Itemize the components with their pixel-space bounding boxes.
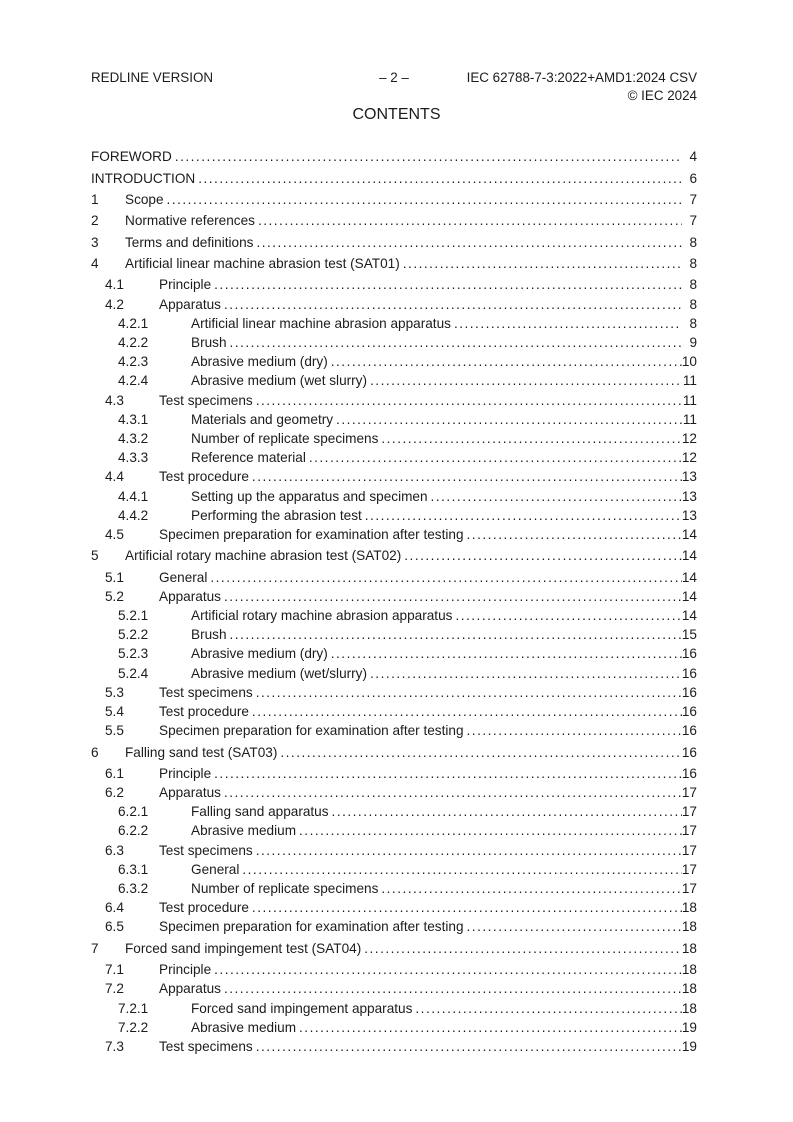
toc-entry-number: 5.2 <box>105 588 124 604</box>
toc-entry-page: 8 <box>689 234 697 250</box>
toc-dot-leader <box>364 939 682 958</box>
toc-entry-page: 16 <box>681 684 697 700</box>
toc-entry-number: 7.3 <box>105 1038 124 1054</box>
toc-entry[interactable] <box>91 487 697 506</box>
toc-entry-number: 7.1 <box>105 962 124 978</box>
toc-entry-page: 18 <box>681 981 697 997</box>
toc-entry-page: 16 <box>681 765 697 781</box>
toc-dot-leader <box>214 275 682 294</box>
toc-entry-label: FOREWORD <box>91 149 172 165</box>
toc-entry[interactable] <box>91 939 697 958</box>
toc-entry[interactable] <box>91 506 697 525</box>
toc-dot-leader <box>252 898 682 917</box>
toc-entry-number: 7.2 <box>105 981 124 997</box>
toc-entry[interactable] <box>91 764 697 783</box>
toc-entry-label: Brush <box>191 335 227 350</box>
toc-entry-label: Artificial rotary machine abrasion test (SAT02) <box>125 548 402 564</box>
toc-entry-number: 4.2.1 <box>118 315 149 331</box>
toc-entry-label: Principle <box>159 962 212 978</box>
toc-entry-page: 19 <box>681 1019 697 1035</box>
toc-entry-label: General <box>159 569 208 585</box>
header-page-number: – 2 – <box>379 70 409 85</box>
toc-entry-number: 6.3.2 <box>118 881 149 896</box>
toc-entry-number: 4.3.2 <box>118 430 149 446</box>
toc-entry-page: 13 <box>681 507 697 523</box>
toc-entry[interactable] <box>91 802 697 821</box>
toc-dot-leader <box>467 917 682 936</box>
toc-entry[interactable] <box>91 683 697 702</box>
toc-entry-label: Terms and definitions <box>125 234 254 250</box>
toc-entry-label: Test specimens <box>159 392 253 408</box>
toc-dot-leader <box>415 999 681 1018</box>
toc-entry[interactable] <box>91 898 697 917</box>
toc-entry-label: Test specimens <box>159 684 253 700</box>
toc-entry-label: Scope <box>125 191 164 207</box>
toc-entry[interactable] <box>91 664 697 683</box>
toc-entry-page: 8 <box>689 315 697 331</box>
toc-entry-page: 17 <box>681 861 697 877</box>
toc-entry-number: 4 <box>91 256 99 272</box>
toc-dot-leader <box>256 233 682 252</box>
toc-entry[interactable] <box>91 743 697 762</box>
toc-entry[interactable] <box>91 606 697 625</box>
toc-dot-leader <box>331 644 682 663</box>
toc-entry-number: 7.2.1 <box>118 1000 149 1016</box>
toc-entry-number: 4.2.4 <box>118 373 149 389</box>
toc-entry-label: Artificial linear machine abrasion test (SAT01) <box>125 256 400 272</box>
toc-entry-number: 6.1 <box>105 765 124 781</box>
toc-entry-number: 6.3 <box>105 842 124 858</box>
toc-entry-number: 4.4.2 <box>118 507 149 523</box>
toc-entry-label: Principle <box>159 765 212 781</box>
toc-dot-leader <box>230 625 682 644</box>
toc-entry[interactable] <box>91 410 697 429</box>
toc-dot-leader <box>256 683 682 702</box>
toc-entry-page: 8 <box>689 296 697 312</box>
toc-dot-leader <box>252 467 682 486</box>
toc-entry[interactable] <box>91 371 697 390</box>
toc-entry-number: 5.2.3 <box>118 646 149 662</box>
toc-dot-leader <box>299 821 682 840</box>
toc-entry-label: Abrasive medium (wet slurry) <box>191 373 368 389</box>
toc-entry-page: 18 <box>681 900 697 916</box>
toc-entry-page: 11 <box>682 373 697 389</box>
toc-entry-label: Brush <box>191 627 227 643</box>
toc-entry-number: 4.4 <box>105 469 124 485</box>
toc-dot-leader <box>224 783 682 802</box>
toc-entry-number: 7 <box>91 940 99 956</box>
toc-entry[interactable] <box>91 295 697 314</box>
toc-dot-leader <box>467 721 682 740</box>
toc-entry-label: Number of replicate specimens <box>191 881 379 896</box>
toc-entry-label: Test procedure <box>159 469 249 485</box>
toc-dot-leader <box>299 1018 682 1037</box>
toc-entry[interactable] <box>91 233 697 252</box>
toc-entry[interactable] <box>91 841 697 860</box>
toc-entry[interactable] <box>91 429 697 448</box>
toc-entry-page: 17 <box>681 823 697 839</box>
toc-dot-leader <box>336 410 682 429</box>
toc-dot-leader <box>242 860 682 879</box>
toc-entry-number: 4.2.2 <box>118 335 149 350</box>
toc-entry[interactable] <box>91 467 697 486</box>
toc-entry-number: 2 <box>91 213 99 229</box>
toc-dot-leader <box>381 429 682 448</box>
toc-entry-number: 6 <box>91 744 99 760</box>
header-standard-id: IEC 62788-7-3:2022+AMD1:2024 CSV <box>466 70 697 85</box>
toc-entry-page: 8 <box>689 277 697 293</box>
toc-entry[interactable] <box>91 821 697 840</box>
toc-entry-page: 10 <box>681 354 697 370</box>
toc-entry-page: 12 <box>681 430 697 446</box>
toc-entry-page: 14 <box>681 608 697 623</box>
toc-entry[interactable] <box>91 333 697 352</box>
toc-entry[interactable] <box>91 568 697 587</box>
toc-entry-page: 16 <box>681 665 697 681</box>
toc-entry-number: 4.2.3 <box>118 354 149 370</box>
toc-dot-leader <box>175 147 682 166</box>
toc-dot-leader <box>454 314 682 333</box>
toc-entry[interactable] <box>91 879 697 898</box>
toc-dot-leader <box>230 333 682 352</box>
toc-entry-page: 8 <box>689 256 697 272</box>
toc-entry-label: Apparatus <box>159 981 221 997</box>
toc-entry-label: Normative references <box>125 213 255 229</box>
toc-entry[interactable] <box>91 254 697 273</box>
toc-dot-leader <box>365 506 682 525</box>
toc-dot-leader <box>280 743 682 762</box>
toc-entry[interactable] <box>91 546 697 565</box>
toc-entry[interactable] <box>91 1018 697 1037</box>
toc-entry-page: 7 <box>689 191 697 207</box>
toc-entry-number: 6.5 <box>105 919 124 935</box>
toc-dot-leader <box>258 211 682 230</box>
toc-dot-leader <box>256 841 682 860</box>
toc-entry-label: Artificial linear machine abrasion apparatus <box>191 315 451 331</box>
toc-entry-page: 17 <box>681 881 697 896</box>
toc-entry[interactable] <box>91 979 697 998</box>
toc-dot-leader <box>214 960 682 979</box>
toc-entry-number: 4.3.3 <box>118 450 149 466</box>
toc-entry-number: 4.2 <box>105 296 124 312</box>
toc-entry-page: 4 <box>689 149 697 165</box>
toc-entry[interactable] <box>91 275 697 294</box>
toc-entry-page: 16 <box>681 723 697 739</box>
toc-entry-label: Principle <box>159 277 212 293</box>
toc-entry-number: 5.1 <box>105 569 124 585</box>
toc-entry-page: 18 <box>681 1000 697 1016</box>
toc-entry-label: Abrasive medium (wet/slurry) <box>191 665 368 681</box>
toc-dot-leader <box>381 879 682 898</box>
toc-entry-label: Performing the abrasion test <box>191 507 362 523</box>
toc-entry-label: Falling sand test (SAT03) <box>125 744 278 760</box>
toc-list <box>91 145 697 1056</box>
toc-entry-number: 5.5 <box>105 723 124 739</box>
toc-entry-page: 6 <box>689 170 697 186</box>
toc-dot-leader <box>403 254 682 273</box>
toc-entry-page: 18 <box>681 940 697 956</box>
header-standard-reference <box>467 69 697 105</box>
toc-dot-leader <box>198 169 682 188</box>
toc-entry-page: 17 <box>681 804 697 820</box>
toc-entry[interactable] <box>91 917 697 936</box>
toc-entry[interactable] <box>91 625 697 644</box>
toc-entry[interactable] <box>91 999 697 1018</box>
toc-entry[interactable] <box>91 352 697 371</box>
toc-entry-page: 19 <box>681 1038 697 1054</box>
toc-dot-leader <box>331 352 682 371</box>
toc-entry-page: 14 <box>681 548 697 564</box>
toc-entry-label: Test specimens <box>159 1038 253 1054</box>
toc-entry-page: 13 <box>681 488 697 504</box>
toc-entry[interactable] <box>91 391 697 410</box>
toc-entry-page: 11 <box>682 411 697 427</box>
toc-entry-page: 15 <box>681 627 697 643</box>
toc-entry-label: Falling sand apparatus <box>191 804 329 820</box>
toc-entry-page: 16 <box>681 703 697 719</box>
toc-entry-label: Test procedure <box>159 703 249 719</box>
toc-entry[interactable] <box>91 783 697 802</box>
toc-entry-number: 6.2.2 <box>118 823 149 839</box>
toc-entry-number: 4.3.1 <box>118 411 149 427</box>
toc-entry-label: Abrasive medium (dry) <box>191 354 328 370</box>
toc-dot-leader <box>370 664 682 683</box>
toc-entry-number: 5 <box>91 548 99 564</box>
toc-entry-label: Setting up the apparatus and specimen <box>191 488 428 504</box>
toc-entry-number: 6.2 <box>105 785 124 801</box>
toc-dot-leader <box>467 525 682 544</box>
toc-entry-label: INTRODUCTION <box>91 170 196 186</box>
toc-dot-leader <box>210 568 682 587</box>
toc-entry-label: General <box>191 861 240 877</box>
header-copyright: © IEC 2024 <box>627 88 697 103</box>
toc-entry-page: 14 <box>681 588 697 604</box>
header-redline-version: REDLINE VERSION <box>91 70 214 85</box>
toc-dot-leader <box>252 702 682 721</box>
toc-entry-label: Test procedure <box>159 900 249 916</box>
toc-entry-label: Test specimens <box>159 842 253 858</box>
toc-entry-label: Specimen preparation for examination after testing <box>159 526 464 542</box>
toc-entry[interactable] <box>91 211 697 230</box>
toc-entry-label: Apparatus <box>159 296 221 312</box>
toc-entry-number: 4.5 <box>105 526 124 542</box>
toc-entry-page: 18 <box>681 919 697 935</box>
toc-entry-label: Apparatus <box>159 588 221 604</box>
toc-dot-leader <box>404 546 682 565</box>
toc-entry-page: 12 <box>681 450 697 466</box>
toc-entry-label: Number of replicate specimens <box>191 430 379 446</box>
toc-entry-number: 4.1 <box>105 277 124 293</box>
toc-dot-leader <box>224 587 682 606</box>
toc-dot-leader <box>370 371 682 390</box>
toc-entry[interactable] <box>91 190 697 209</box>
toc-dot-leader <box>167 190 682 209</box>
toc-entry-number: 3 <box>91 234 99 250</box>
toc-dot-leader <box>309 448 682 467</box>
toc-entry[interactable] <box>91 644 697 663</box>
toc-entry[interactable] <box>91 525 697 544</box>
toc-entry-label: Abrasive medium (dry) <box>191 646 328 662</box>
toc-entry-page: 7 <box>689 213 697 229</box>
toc-dot-leader <box>431 487 682 506</box>
toc-entry-page: 18 <box>681 962 697 978</box>
toc-entry-label: Specimen preparation for examination after testing <box>159 919 464 935</box>
toc-entry-number: 5.4 <box>105 703 124 719</box>
toc-entry-number: 4.4.1 <box>118 488 149 504</box>
toc-entry-label: Specimen preparation for examination after testing <box>159 723 464 739</box>
toc-entry-label: Forced sand impingement test (SAT04) <box>125 940 362 956</box>
toc-entry-page: 16 <box>681 744 697 760</box>
toc-entry-label: Materials and geometry <box>191 411 334 427</box>
toc-entry-number: 5.2.4 <box>118 665 149 681</box>
toc-entry-page: 9 <box>689 335 697 350</box>
toc-entry[interactable] <box>91 1037 697 1056</box>
toc-entry-number: 7.2.2 <box>118 1019 149 1035</box>
toc-entry-label: Reference material <box>191 450 306 466</box>
toc-dot-leader <box>224 295 682 314</box>
toc-entry-label: Artificial rotary machine abrasion apparatus <box>191 608 453 623</box>
toc-entry-page: 16 <box>681 646 697 662</box>
toc-entry-label: Abrasive medium <box>191 823 297 839</box>
toc-entry-number: 1 <box>91 191 99 207</box>
contents-title: CONTENTS <box>352 106 441 123</box>
toc-entry-page: 17 <box>681 842 697 858</box>
toc-entry[interactable] <box>91 702 697 721</box>
toc-entry-label: Apparatus <box>159 785 221 801</box>
toc-dot-leader <box>455 606 681 625</box>
toc-entry-label: Forced sand impingement apparatus <box>191 1000 413 1016</box>
toc-entry-number: 6.3.1 <box>118 861 149 877</box>
toc-entry-number: 5.2.1 <box>118 608 149 623</box>
toc-entry-page: 13 <box>681 469 697 485</box>
toc-entry[interactable] <box>91 448 697 467</box>
toc-entry-label: Abrasive medium <box>191 1019 297 1035</box>
toc-dot-leader <box>332 802 682 821</box>
toc-entry[interactable] <box>91 169 697 188</box>
toc-entry[interactable] <box>91 147 697 166</box>
toc-entry-number: 5.3 <box>105 684 124 700</box>
toc-entry-number: 6.2.1 <box>118 804 149 820</box>
toc-dot-leader <box>256 1037 682 1056</box>
toc-entry-number: 5.2.2 <box>118 627 149 643</box>
toc-entry[interactable] <box>91 721 697 740</box>
toc-entry-page: 17 <box>681 785 697 801</box>
toc-entry-number: 4.3 <box>105 392 124 408</box>
toc-dot-leader <box>214 764 682 783</box>
toc-entry[interactable] <box>91 860 697 879</box>
toc-dot-leader <box>224 979 682 998</box>
toc-entry-page: 11 <box>682 392 697 408</box>
toc-dot-leader <box>256 391 682 410</box>
toc-entry[interactable] <box>91 587 697 606</box>
toc-entry-page: 14 <box>681 569 697 585</box>
toc-entry-number: 6.4 <box>105 900 124 916</box>
toc-entry[interactable] <box>91 314 697 333</box>
toc-entry[interactable] <box>91 960 697 979</box>
toc-entry-page: 14 <box>681 526 697 542</box>
